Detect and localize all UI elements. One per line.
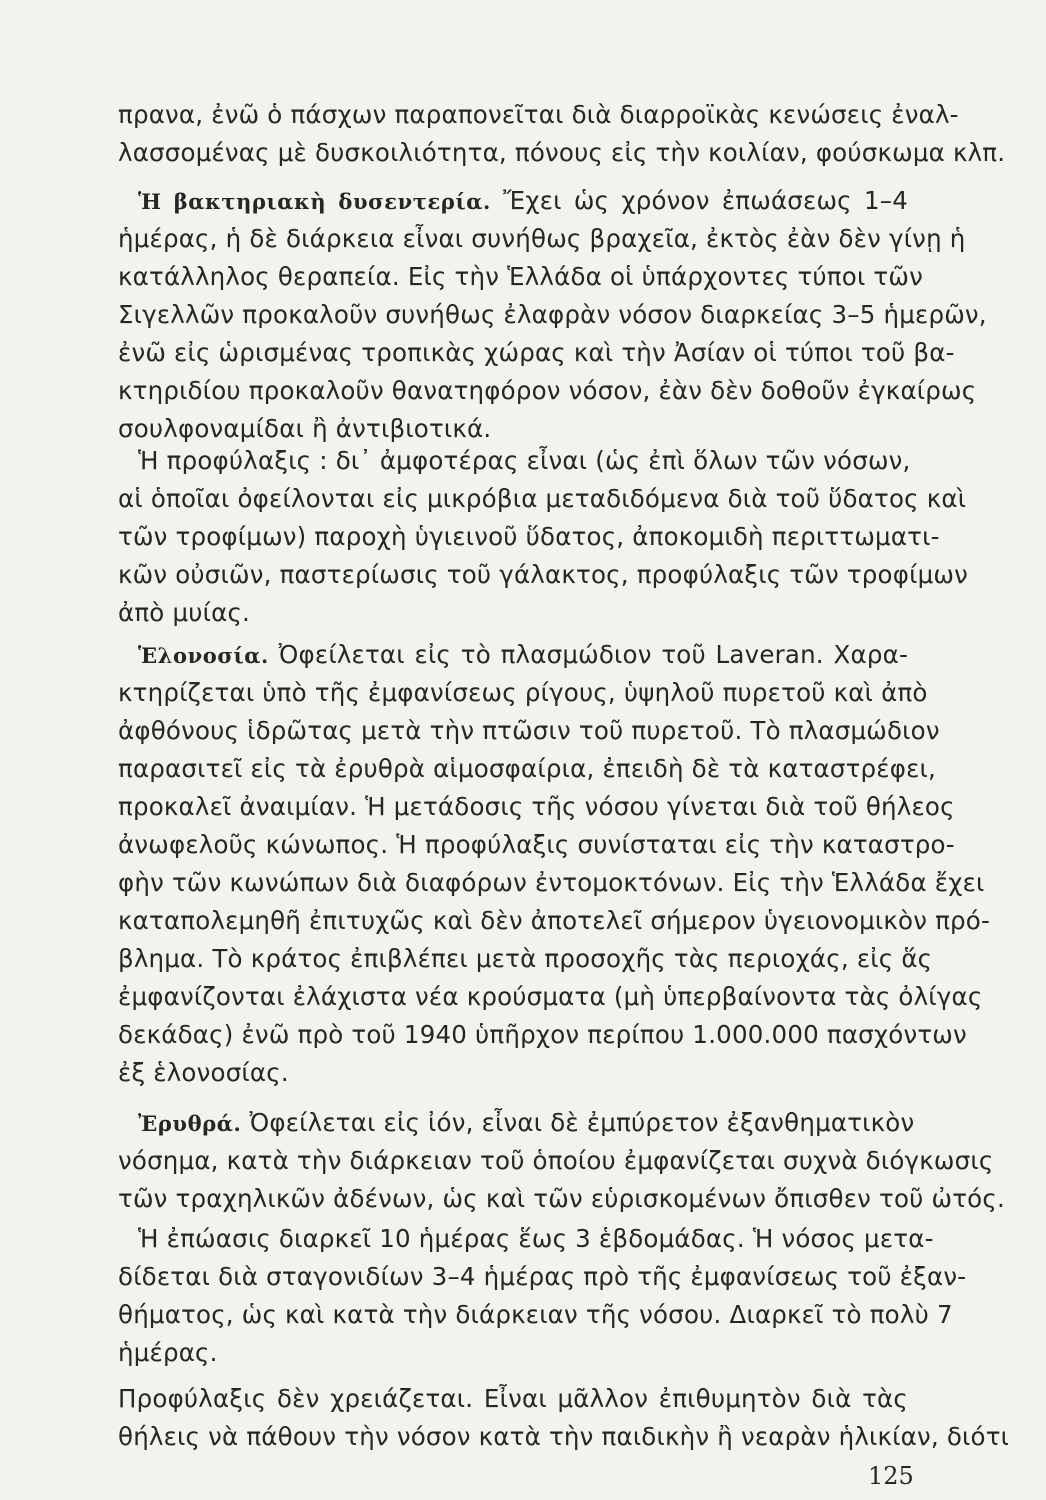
text-line: ἐνῶ εἰς ὡρισμένας τροπικὰς χώρας καὶ τὴν Ἀσίαν οἱ τύποι τοῦ βα- [118, 338, 955, 367]
text-line: τῶν τροφίμων) παροχὴ ὑγιεινοῦ ὕδατος, ἀποκομιδὴ περιττωματι- [118, 522, 940, 551]
text-line: φὴν τῶν κωνώπων διὰ διαφόρων ἐντομοκτόνων. Εἰς τὴν Ἑλλάδα ἔχει [118, 868, 985, 897]
text-line: δεκάδας) ἐνῶ πρὸ τοῦ 1940 ὑπῆρχον περίπου 1.000.000 πασχόντων [118, 1020, 967, 1049]
page-number: 125 [868, 1462, 914, 1490]
section-heading-rubella: Ἐρυθρά. [138, 1111, 242, 1136]
text-line: Ἡ ἐπώασις διαρκεῖ 10 ἡμέρας ἕως 3 ἑβδομάδας. Ἡ νόσος μετα- [138, 1224, 934, 1253]
text-line: ἀφθόνους ἱδρῶτας μετὰ τὴν πτῶσιν τοῦ πυρετοῦ. Τὸ πλασμώδιον [118, 716, 940, 745]
text-line: Ἐρυθρά. Ὀφείλεται εἰς ἰόν, εἶναι δὲ ἐμπύρετον ἐξανθηματικὸν [138, 1108, 915, 1137]
text-line: κῶν οὐσιῶν, παστερίωσις τοῦ γάλακτος, προφύλαξις τῶν τροφίμων [118, 560, 968, 589]
text-line: λασσομένας μὲ δυσκοιλιότητα, πόνους εἰς τὴν κοιλίαν, φούσκωμα κλπ. [118, 138, 1006, 167]
text-line: καταπολεμηθῆ ἐπιτυχῶς καὶ δὲν ἀποτελεῖ σήμερον ὑγειονομικὸν πρό- [118, 906, 990, 935]
text-line: Προφύλαξις δὲν χρειάζεται. Εἶναι μᾶλλον ἐπιθυμητὸν διὰ τὰς [118, 1384, 908, 1413]
text-line: ἡμέρας, ἡ δὲ διάρκεια εἶναι συνήθως βραχεῖα, ἐκτὸς ἐὰν δὲν γίνῃ ἡ [118, 224, 966, 253]
text-line: παρασιτεῖ εἰς τὰ ἐρυθρὰ αἱμοσφαίρια, ἐπειδὴ δὲ τὰ καταστρέφει, [118, 754, 937, 783]
text-line: κτηρίζεται ὑπὸ τῆς ἐμφανίσεως ρίγους, ὑψηλοῦ πυρετοῦ καὶ ἀπὸ [118, 678, 928, 707]
text-line: κατάλληλος θεραπεία. Εἰς τὴν Ἑλλάδα οἱ ὑπάρχοντες τύποι τῶν [118, 262, 923, 291]
text-line: αἱ ὁποῖαι ὀφείλονται εἰς μικρόβια μεταδιδόμενα διὰ τοῦ ὕδατος καὶ [118, 484, 967, 513]
section-heading-dysentery: Ἡ βακτηριακὴ δυσεντερία. [138, 189, 491, 214]
text-line: θήματος, ὡς καὶ κατὰ τὴν διάρκειαν τῆς νόσου. Διαρκεῖ τὸ πολὺ 7 [118, 1300, 953, 1329]
text-line: σουλφοναμίδαι ἢ ἀντιβιοτικά. [118, 414, 492, 443]
text-line: ἡμέρας. [118, 1338, 218, 1367]
text-line: πρανα, ἐνῶ ὁ πάσχων παραπονεῖται διὰ διαρροϊκὰς κενώσεις ἐναλ- [118, 100, 959, 129]
text-line: ἐμφανίζονται ἐλάχιστα νέα κρούσματα (μὴ ὑπερβαίνοντα τὰς ὀλίγας [118, 982, 983, 1011]
text-line: Ἡ προφύλαξις : δι᾽ ἀμφοτέρας εἶναι (ὡς ἐπὶ ὅλων τῶν νόσων, [138, 446, 911, 475]
text-line: Ἡ βακτηριακὴ δυσεντερία. Ἔχει ὡς χρόνον ἐπωάσεως 1–4 [138, 186, 909, 215]
text-line: τῶν τραχηλικῶν ἀδένων, ὡς καὶ τῶν εὑρισκομένων ὄπισθεν τοῦ ὠτός. [118, 1184, 1005, 1213]
text-line: ἐξ ἑλονοσίας. [118, 1058, 289, 1087]
text-line: θήλεις νὰ πάθουν τὴν νόσον κατὰ τὴν παιδικὴν ἢ νεαρὰν ἡλικίαν, διότι [118, 1422, 1010, 1451]
text-line: Σιγελλῶν προκαλοῦν συνήθως ἐλαφρὰν νόσον διαρκείας 3–5 ἡμερῶν, [118, 300, 987, 329]
text-line: ἀπὸ μυίας. [118, 598, 251, 627]
text-line: ἀνωφελοῦς κώνωπος. Ἡ προφύλαξις συνίσταται εἰς τὴν καταστρο- [118, 830, 955, 859]
text-line: δίδεται διὰ σταγονιδίων 3–4 ἡμέρας πρὸ τῆς ἐμφανίσεως τοῦ ἐξαν- [118, 1262, 967, 1291]
text-line: βλημα. Τὸ κράτος ἐπιβλέπει μετὰ προσοχῆς τὰς περιοχάς, εἰς ἅς [118, 944, 933, 973]
text-line: νόσημα, κατὰ τὴν διάρκειαν τοῦ ὁποίου ἐμφανίζεται συχνὰ διόγκωσις [118, 1146, 994, 1175]
text-line: προκαλεῖ ἀναιμίαν. Ἡ μετάδοσις τῆς νόσου γίνεται διὰ τοῦ θήλεος [118, 792, 955, 821]
text-line: Ἑλονοσία. Ὀφείλεται εἰς τὸ πλασμώδιον τοῦ Laveran. Χαρα- [138, 640, 908, 669]
text-line: κτηριδίου προκαλοῦν θανατηφόρον νόσον, ἐὰν δὲν δοθοῦν ἐγκαίρως [118, 376, 977, 405]
section-heading-malaria: Ἑλονοσία. [138, 643, 269, 668]
